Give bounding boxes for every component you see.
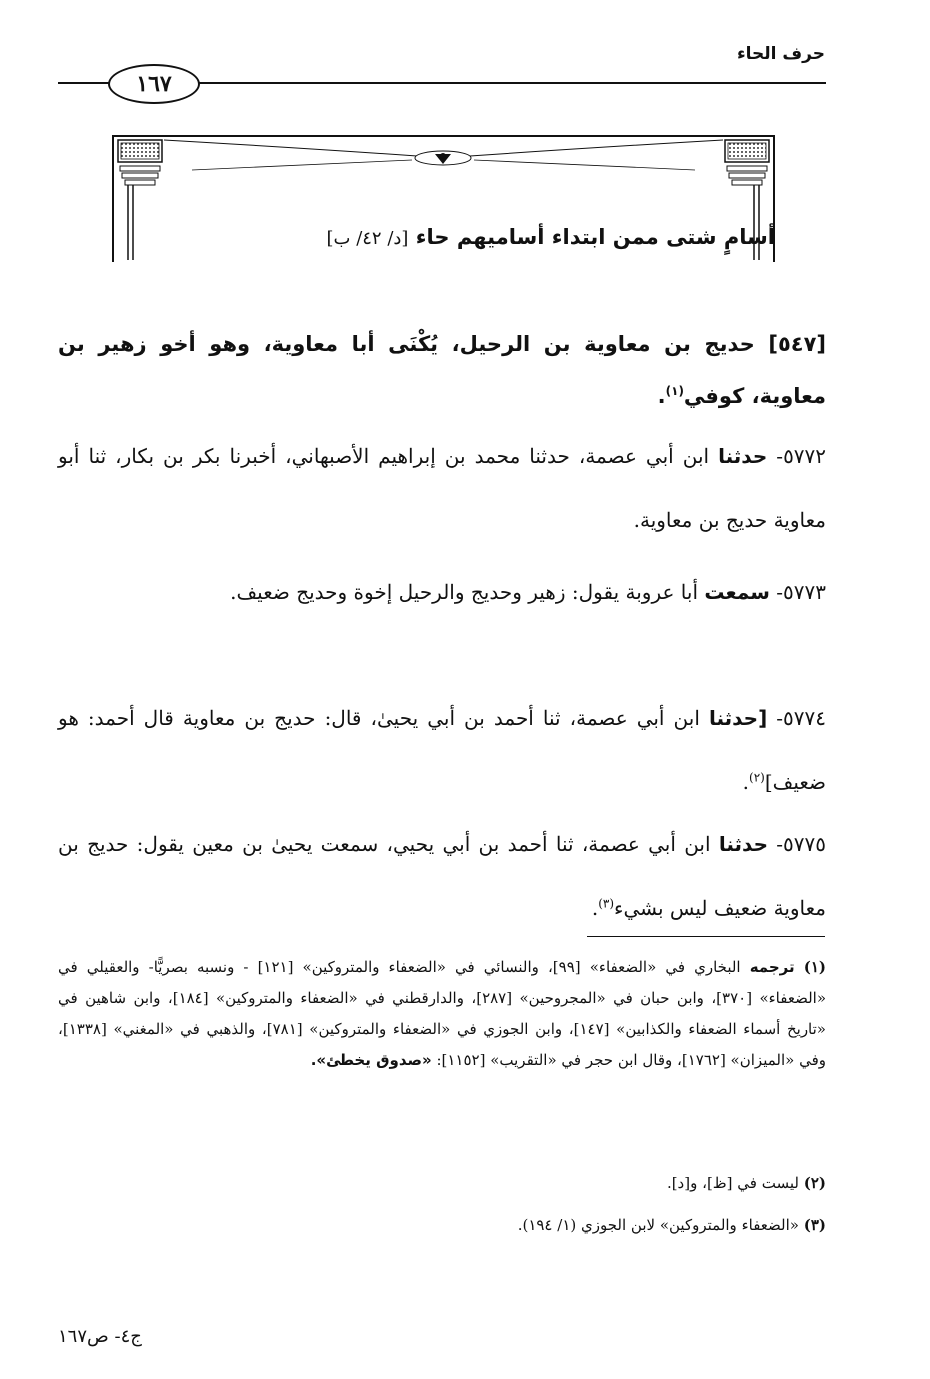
hadith-paragraph: [58, 686, 826, 814]
entry-end: .: [657, 384, 666, 408]
hadith-keyword: [حدثنا: [708, 706, 768, 730]
footnote-text: «الضعفاء والمتروكين» لابن الجوزي (١/ ١٩٤).: [517, 1216, 799, 1234]
hadith-text: ابن أبي عصمة، حدثنا محمد بن إبراهيم الأصبهاني، أخبرنا بكر بن بكار، ثنا أبو معاوية حديج بن معاوية.: [58, 444, 826, 532]
entry-text: [٥٤٧] حديج بن معاوية بن الرحيل، يُكْنَى أبا معاوية، وهو أخو زهير بن معاوية، كوفي: [58, 332, 826, 408]
footnote-number: (٢): [803, 1174, 826, 1192]
chapter-title: [327, 225, 776, 249]
manuscript-ref: [د/ ٤٢/ ب]: [326, 228, 409, 249]
hadith-text: أبا عروبة يقول: زهير وحديج والرحيل إخوة وحديج ضعيف.: [230, 580, 698, 604]
footnote-ref: (١): [665, 384, 684, 398]
footnote-ref: (٢): [749, 770, 765, 785]
hadith-text: ابن أبي عصمة، ثنا أحمد بن أبي يحيي، سمعت يحيىٰ بن معين يقول: حديج بن معاوية ضعيف ليس بشيء: [58, 832, 826, 920]
page-reference: ج٤- ص١٦٧: [58, 1326, 142, 1347]
footnote: [58, 952, 826, 1076]
footnote: [58, 1210, 826, 1241]
hadith-text: ابن أبي عصمة، ثنا أحمد بن أبي يحيىٰ، قال: حديج بن معاوية قال أحمد: هو ضعيف]: [58, 706, 826, 794]
hadith-number: ٥٧٧٣-: [776, 580, 826, 604]
hadith-number: ٥٧٧٢-: [776, 444, 827, 468]
footnote-ref: (٣): [598, 896, 615, 911]
footnote-text: ليست في [ظ]، و[د].: [666, 1174, 799, 1192]
footnote-quote: «صدوق يخطئ».: [310, 1051, 432, 1069]
hadith-paragraph: [58, 424, 826, 552]
hadith-end: .: [591, 896, 599, 920]
footnote-separator: [587, 936, 825, 937]
footnote: [58, 1168, 826, 1199]
hadith-number: ٥٧٧٤-: [776, 706, 827, 730]
center-ornament: [415, 151, 471, 165]
entry-heading: [58, 318, 826, 422]
page-number-badge: [108, 64, 200, 104]
footnote-text: البخاري في «الضعفاء» [٩٩]، والنسائي في «الضعفاء والمتروكين» [١٢١] - ونسبه بصريًّا- والعقيلي في «الضعفاء» [٣٧٠]، وابن حبان في «المجروحين» [٢٨٧]، والدارقطني في «الضعفاء والمتروكين» [١٨٤]، وابن شاهين في «تاريخ أسماء الضعفاء والكذابين» [١٤٧]، وابن الجوزي في «الضعفاء والمتروكين» [٧٨١]، والذهبي في «المغني» [١٣٣٨]، وفي «الميزان» [١٧٦٢]، وقال ابن حجر في «التقريب» [١١٥٢]:: [58, 958, 827, 1069]
hadith-end: .: [742, 770, 749, 794]
page-number: ١٦٧: [136, 71, 172, 97]
hadith-keyword: حدثنا: [718, 832, 768, 856]
hadith-paragraph: [58, 812, 826, 940]
hadith-number: ٥٧٧٥-: [776, 832, 826, 856]
hadith-keyword: حدثنا: [718, 444, 768, 468]
running-head: حرف الحاء: [736, 44, 825, 64]
chapter-title-text: أسامٍ شتى ممن ابتداء أساميهم حاء: [415, 225, 775, 249]
hadith-keyword: سمعت: [704, 580, 770, 604]
footnote-lead: ترجمه: [749, 958, 795, 976]
left-column-ornament: [118, 140, 162, 260]
footnote-number: (٣): [803, 1216, 826, 1234]
footnote-number: (١): [803, 958, 826, 976]
hadith-paragraph: [58, 560, 826, 624]
